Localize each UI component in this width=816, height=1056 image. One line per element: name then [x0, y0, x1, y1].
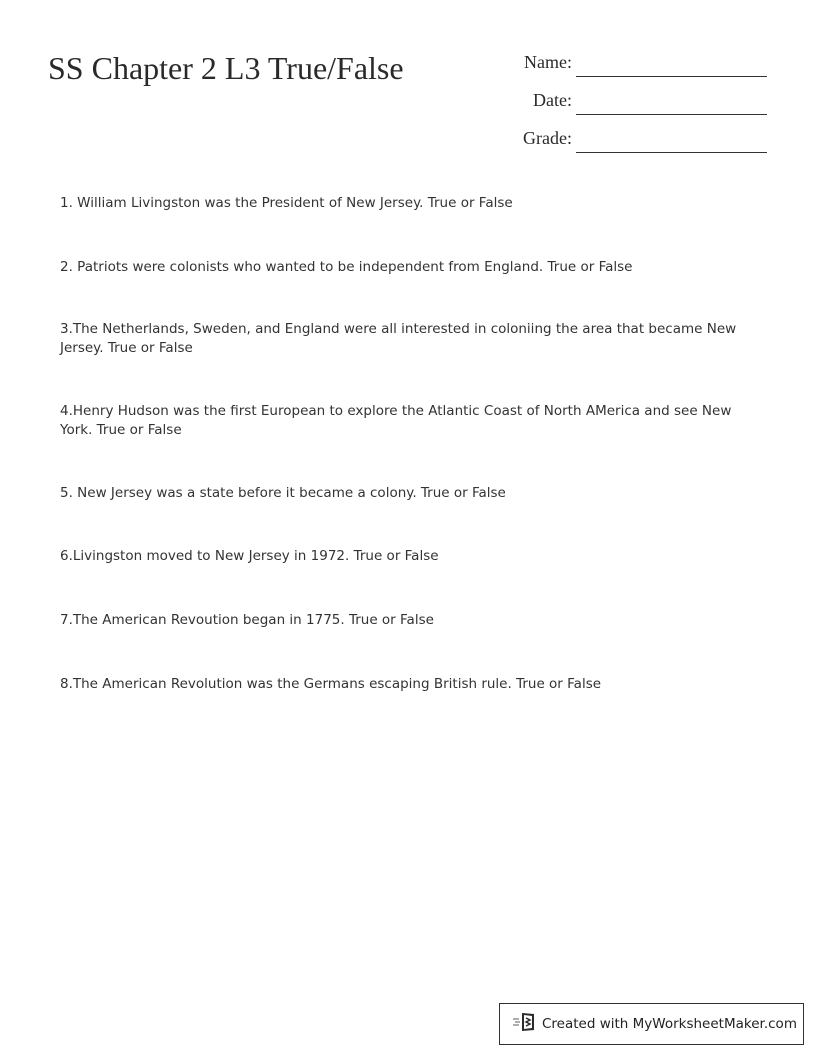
name-label: Name:	[524, 52, 572, 72]
grade-line[interactable]	[576, 152, 767, 153]
question-4: 4.Henry Hudson was the first European to explore the Atlantic Coast of North AMerica and see New York. True or False	[60, 403, 732, 438]
date-field[interactable]	[500, 90, 770, 128]
question-6: 6.Livingston moved to New Jersey in 1972. True or False	[60, 548, 439, 564]
question-7: 7.The American Revoution began in 1775. True or False	[60, 612, 434, 628]
question-2: 2. Patriots were colonists who wanted to be independent from England. True or False	[60, 259, 633, 275]
grade-field[interactable]	[500, 128, 770, 166]
created-with-badge[interactable]	[499, 1003, 804, 1045]
name-line[interactable]	[576, 76, 767, 77]
question-5: 5. New Jersey was a state before it became a colony. True or False	[60, 485, 506, 501]
worksheet-title: SS Chapter 2 L3 True/False	[48, 50, 404, 86]
date-label: Date:	[533, 90, 572, 110]
grade-label: Grade:	[523, 128, 572, 148]
created-with-text: Created with MyWorksheetMaker.com	[542, 1016, 797, 1032]
name-field[interactable]	[500, 52, 770, 90]
question-8: 8.The American Revolution was the Germans escaping British rule. True or False	[60, 676, 602, 692]
student-info-fields	[500, 52, 770, 166]
question-1: 1. William Livingston was the President of New Jersey. True or False	[60, 195, 513, 211]
date-line[interactable]	[576, 114, 767, 115]
question-3: 3.The Netherlands, Sweden, and England were all interested in coloniing the area that became New Jersey. True or False	[60, 321, 737, 356]
worksheet-maker-logo-icon	[500, 1011, 542, 1037]
